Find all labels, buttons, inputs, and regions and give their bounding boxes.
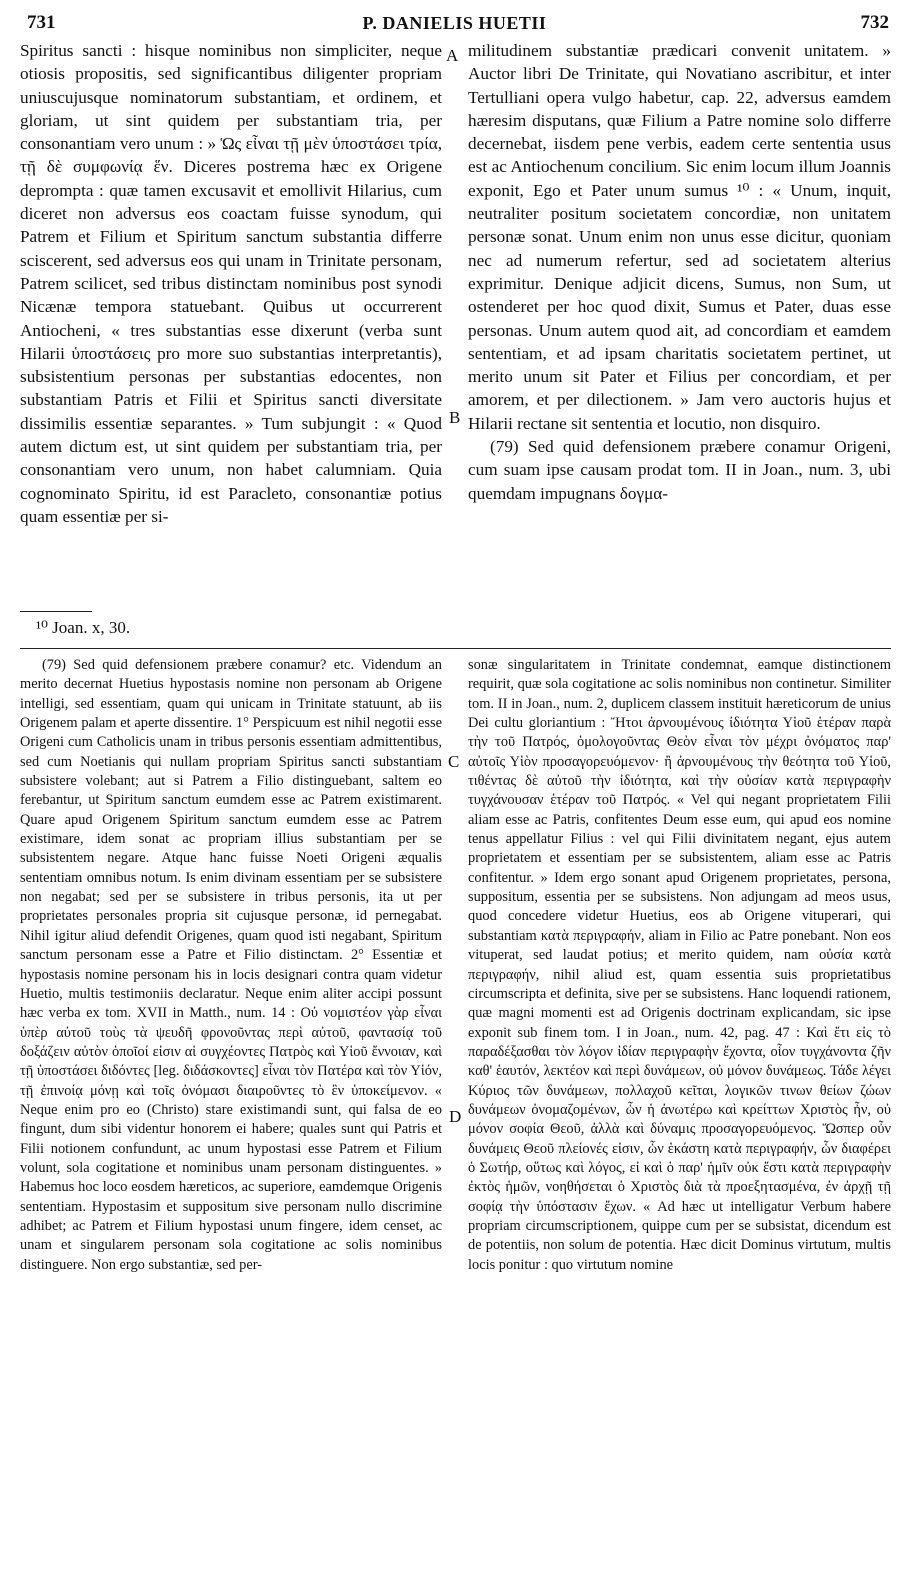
upper-left-text: Spiritus sancti : hisque nominibus non simpliciter, neque otiosis propositis, sed significantibus diligenter propriam uniuscujusque nominatorum substantiam, et ordinem, et gloriam, ut sint quidem per substantiam tria, per consonantiam vero unum : » Ὡς εἶναι τῇ μὲν ὑποστάσει τρία, τῇ δὲ συμφωνίᾳ ἕν. Diceres postrema hæc ex Origene deprompta : quæ tamen excusavit et emollivit Hilarius, cum diceret non adversus eos coactam fuisse synodum, qui Patrem et Filium et Spiritum sanctum substantia differre sciscerent, sed adversus eos qui unam in Trinitate personam, Patrem scilicet, sed tribus distinctam nominibus post synodi Nicænæ tempora statuebant. Quibus ut occurrerent Antiocheni, « tres substantias esse dixerunt (verba sunt Hilarii ὑποστάσεις pro more suo substantias interpretantis), subsistentium personas per substantias edocentes, non substantiam Patris et Filii et Spiritus sancti diversitate dissimilis essentiæ separantes. » Tum subjungit : « Quod autem dictum est, ut sint quidem per substantiam tria, per consonantiam vero unum, non habet calumniam. Quia cognominato Spiritu, id est Paracleto, consonantiæ potius quam essentiæ per si- [20,41,442,526]
lower-right-text: sonæ singularitatem in Trinitate condemnat, eamque distinctionem requirit, quæ sola cogitatione ac solis nominibus non continetur. Similiter tom. II in Joan., num. 2, duplicem classem instituit hæreticorum de unius Dei cultu gloriantium : Ἤτοι ἀρνουμένους ἰδιότητα Υἱοῦ ἑτέραν παρὰ τὴν τοῦ Πατρός, ὁμολογοῦντας Θεὸν εἶναι τὸν μέχρι ὀνόματος παρ' αὐτοῖς Υἱὸν προσαγορευόμενον· ἢ ἀρνουμένους τὴν θεότητα τοῦ Υἱοῦ, τιθέντας δὲ αὐτοῦ τὴν ἰδιότητα, καὶ τὴν οὐσίαν κατὰ περιγραφὴν τυγχάνουσαν ἑτέραν τοῦ Πατρός. « Vel qui negant proprietatem Filii aliam esse ac Patris, confitentes Deum esse eum, qui apud eos nomine tenus appellatur Filius : vel qui Filii divinitatem negant, ejus autem proprietatem et essentiam per se subsistentem, aliam esse ac Patris confitentur. » Idem ergo sonant apud Origenem proprietates, persona, suppositum, essentia per se subsistens. Non adjungam ad meos usus, quod concedere videtur Huetius, eos ab Origene vituperari, qui substantiam κατὰ περιγραφήν, aliam in Filio ac Patre ponebant. Non eos vituperat, sed laudat potius; et merito quidem, nam οὐσία κατὰ περιγραφήν, nihil aliud est, quam essentia suis proprietatibus circumscripta et definita, sive per se subsistens. Hanc loquendi rationem, quæ magni momenti est ad Origenis doctrinam explicandam, sic ipse exponit sub finem tom. I in Joan., num. 42, pag. 47 : Καὶ ἔτι εἰς τὸ παραδέξασθαι τὸν λόγον ἰδίαν περιγραφὴν ἔχοντα, οἷον τυγχάνοντα ζῆν καθ' ἑαυτόν, λεκτέον καὶ περὶ δυνάμεων, οὐ μόνον δυνάμεως. Τάδε λέγει Κύριος τῶν δυνάμεων, πολλαχοῦ κεῖται, λογικῶν τινων θείων ζώων δυνάμεων ὀνομαζομένων, ὧν ἡ ἀνωτέρω καὶ κρείττων Χριστὸς ἦν, οὐ μόνον σοφία Θεοῦ, ἀλλὰ καὶ δύναμις προσαγορευόμενος. Ὥσπερ οὖν δυνάμεις Θεοῦ πλείονές εἰσιν, ὧν ἑκάστη κατὰ περιγραφήν, ὧν διαφέρει ὁ Σωτήρ, οὕτως καὶ λόγος, εἰ καὶ ὁ παρ' ἡμῖν οὐκ ἔστι κατὰ περιγραφὴν ἐκτὸς ἡμῶν, νοηθήσεται ὁ Χριστὸς διὰ τὰ προεξητασμένα, ἐν ἀρχῇ τῇ σοφίᾳ τὴν ὑπόστασιν ἔχων. « Ad hæc ut intelligatur Verbum habere propriam circumscriptionem, quippe cum per se subsistat, dicendum est de potentiis, non solum de potentia. Hæc dicit Dominus virtutum, multis locis ponitur : quo virtutum nomine [468,657,891,1273]
margin-letter-a: A [446,46,459,65]
footnote: ¹⁰ Joan. x, 30. [36,618,131,637]
lower-right-column [468,656,891,1275]
margin-letter-d: D [449,1107,462,1126]
margin-letter-b: B [449,408,461,427]
lower-left-text: (79) Sed quid defensionem præbere conamur? etc. Videndum an merito decernat Huetius hypostasis nomine non personam ab Origene intelligi, sed essentiam, quam qui unicam in Trinitate statuunt, ab iis Origenem palam et aperte dissentire. 1° Perspicuum est nihil negotii esse Origeni cum Catholicis unam in tribus personis essentiam admittentibus, sed cum Noetianis qui nullam propriam Spiritus sancti substantiam subsistere volebant; aut si Patrem a Filio distinguebant, saltem eo ferebantur, ut Spiritum sanctum eumdem esse ac Patrem existimarent. Quare apud Origenem Spiritum sanctum eumdem esse ac Patrem existimare, idem sonat ac propriam illius substantiam per se subsistentem negare. Atque hanc fuisse Noeti Origeni æqualis sententiam omnibus notum. Is enim divinam essentiam per se subsistere non negabat; sed per se subsistere in tribus personis, ita ut per proprietates personales propria sit cujusque personæ, id pernegabat. Nihil igitur aliud defendit Origenes, quam quod isti negabant, Spiritum sanctum personam esse a Patre et Filio distinctam. 2° Essentiæ et hypostasis nomine personam his in locis designari contra quam videtur Huetio, multis testimoniis declaratur. Neque enim aliter accipi possunt hæc verba ex tom. XVII in Matth., num. 14 : Οὐ νομιστέον γὰρ εἶναι ὑπὲρ αὐτοῦ τοὺς τὰ ψευδῆ φρονοῦντας περὶ αὐτοῦ, φαντασίᾳ τοῦ δοξάζειν αὐτὸν ὁποῖοί εἰσιν αἱ συγχέοντες Πατρὸς καὶ Υἱοῦ ἔννοιαν, καὶ τῇ ὑποστάσει διδόντες [leg. διδάσκοντες] εἶναι τὸν Πατέρα καὶ τὸν Υἱόν, τῇ ἐπινοίᾳ μόνῃ καὶ τοῖς ὀνόμασι διαιροῦντες τὸ ἓν ὑποκείμενον. « Neque enim pro eo (Christo) stare existimandi sunt, qui falsa de eo fingunt, dum sibi videntur honorem ei habere; quales sunt qui Patris et Filii notionem confundunt, ac unum hypostasi esse Patrem et Filium volunt, sola cogitatione et nominibus unam personam distinguentes. » Habemus hoc loco eosdem hæreticos, ac superiore, eamdemque Origenis sententiam. Hypostasim et suppositum sive personam nullo discrimine adhibet; ac Patrem et Filium hypostasi unum fingere, idem censet, ac unam et singularem personam sola cogitatione ac solis nominibus distinguere. Non ergo substantiæ, sed per- [20,657,442,1273]
notes-separator-rule [20,648,891,649]
upper-right-paragraph-2: (79) Sed quid defensionem præbere conamur Origeni, cum suam ipse causam prodat tom. II in Joan., num. 3, ubi quemdam impugnans δογμα- [468,437,891,503]
running-title: P. DANIELIS HUETII [362,13,547,33]
upper-left-column [20,39,442,528]
page-number-left: 731 [27,12,56,33]
page-number-right: 732 [860,12,889,33]
lower-left-column [20,656,442,1275]
upper-right-column [468,39,891,505]
footnote-rule [20,611,92,612]
upper-right-paragraph-1: militudinem substantiæ prædicari convenit unitatem. » Auctor libri De Trinitate, qui Novatiano ascribitur, et inter Tertulliani opera vulgo habetur, cap. 22, adversus eamdem hæresim disputans, quæ Filium a Patre nomine solo differre decernebat, iisdem pene verbis, eadem certe sententia usus est ac Antiochenum concilium. Sic enim locum illum Joannis exponit, Ego et Pater unum sumus ¹⁰ : « Unum, inquit, neutraliter positum societatem concordiæ, non unitatem personæ sonat. Unum enim non unus esse dicitur, quoniam nec ad numerum refertur, sed ad societatem alterius exprimitur. Denique adjicit dicens, Sumus, non Sum, ut ostenderet per hoc quod dixit, Sumus et Pater, duas esse personas. Unum autem quod ait, ad concordiam et eamdem sententiam, et ad ipsam charitatis societatem pertinet, ut merito unum sit Pater et Filius per concordiam, et per amorem, et per dilectionem. » Jam vero auctoris hujus et Hilarii rectane sit sententia et locutio, non disquiro. [468,41,891,433]
margin-letter-c: C [448,752,460,771]
